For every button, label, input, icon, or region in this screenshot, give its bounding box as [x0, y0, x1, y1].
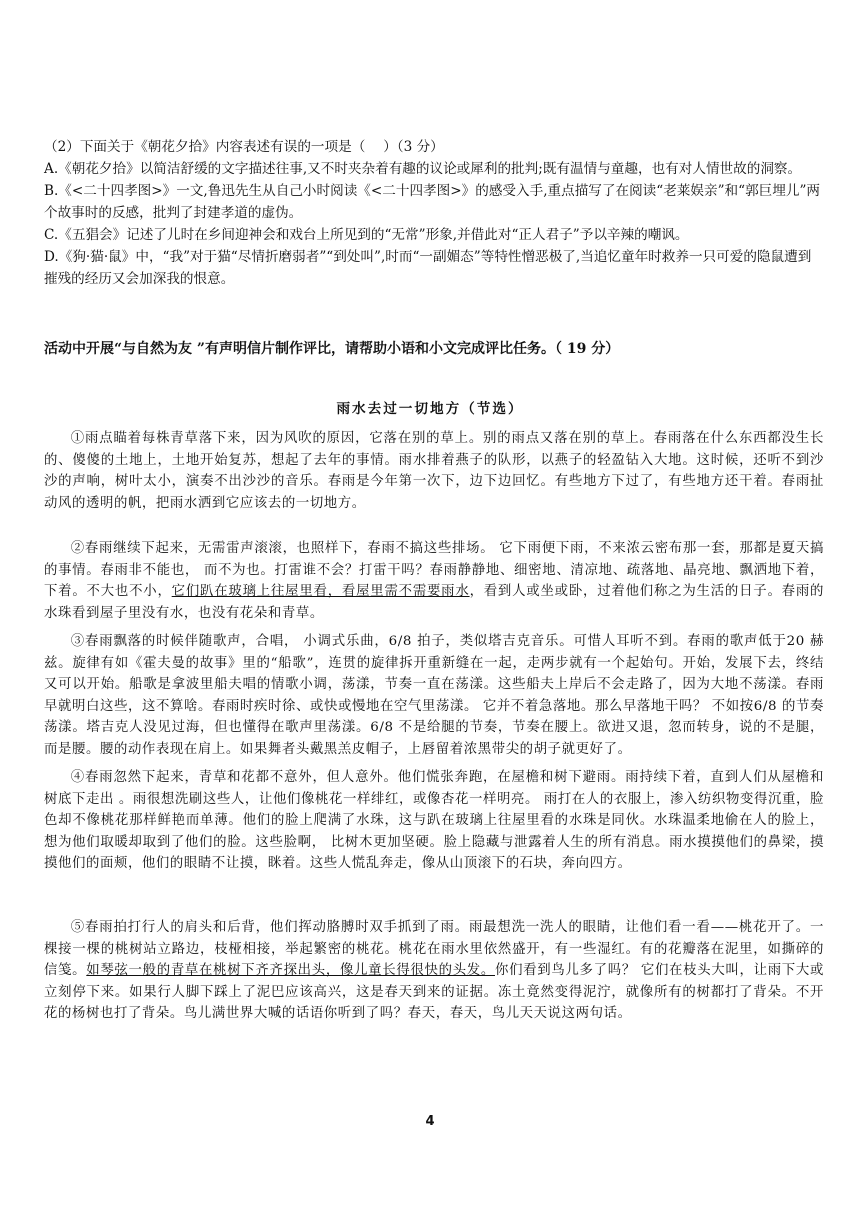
paragraph-3-text: ③春雨飘落的时候伴随歌声，合唱， 小调式乐曲，6/8 拍子，类似塔吉克音乐。可惜人耳听不到。春雨的歌声低于20 赫兹。旋律有如《霍夫曼的故事》里的“船歌”，连贯的旋律拆开重新缝在一起，走两步就有一个起始句。开始，发展下去，终结又可以开始。船歌是拿波里船夫唱的情歌小调，荡漾，节奏一直在荡漾。这些船夫上岸后不会走路了，因为大地不荡漾。春雨早就明白这些，这不算啥。春雨时疾时徐、或快或慢地在空气里荡漾。 它并不着急落地。那么早落地干吗？ 不如按6/8 的节奏荡漾。塔吉克人没见过海，但也懂得在歌声里荡漾。6/8 不是给腿的节奏，节奏在腰上。欲进又退，忽而转身，说的不是腿，而是腰。腰的动作表现在肩上。如果舞者头戴黑羔皮帽子，上唇留着浓黑带尖的胡子就更好了。: [44, 634, 824, 757]
paragraph-5: [44, 917, 824, 1025]
option-d: D.《狗·猫·鼠》中，“我”对于猫“尽情折磨弱者”“到处叫”,时而“一副媚态”等特性憎恶极了,当追忆童年时救养一只可爱的隐鼠遭到摧残的经历又会加深我的恨意。: [44, 249, 812, 287]
question-2: [44, 136, 824, 290]
passage-title: 雨水去过一切地方（节选）: [336, 401, 524, 417]
page-number: 4: [425, 1114, 435, 1129]
option-a: A.《朝花夕拾》以简洁舒缓的文字描述往事,又不时夹杂着有趣的议论或犀利的批判;既有温情与童趣，也有对人情世故的洞察。: [44, 161, 802, 177]
paragraph-1: [44, 428, 824, 514]
paragraph-2-text-end: ，看到人或坐或卧，过着他们称之为生活的日子。春雨的水珠看到屋子里没有水，也没有花朵和青草。: [44, 584, 824, 621]
paragraph-2: [44, 538, 824, 624]
paragraph-4: [44, 767, 824, 875]
paragraph-5-underlined-sentence: 如琴弦一般的青草在桃树下齐齐探出头，像儿童长得很快的头发。: [86, 963, 495, 979]
paragraph-3: [44, 631, 824, 761]
activity-instruction: 活动中开展“与自然为友 ”有声明信片制作评比，请帮助小语和小文完成评比任务。（ 19 分）: [44, 341, 620, 357]
paragraph-2-text-start: ②春雨继续下起来，无需雷声滚滚，也照样下，春雨不搞这些排场。 它下雨便下雨，不来浓云密布那一套，那都是夏天搞的事情。春雨非不能也， 而不为也。打雷谁不会？打雷干吗？春雨静静地、细密地、清凉地、疏落地、晶亮地、飘洒地下着，下着。不大也不小，: [44, 541, 824, 600]
paragraph-2-underlined-sentence: 它们趴在玻璃上往屋里看，看屋里需不需要雨水: [171, 584, 470, 600]
paragraph-5-text-end: 你们看到鸟儿多了吗？ 它们在枝头大叫，让雨下大或立刻停下来。如果行人脚下踩上了泥巴应该高兴，这是春天到来的证据。冻土竟然变得泥泞，就像所有的树都打了背朵。不开花的杨树也打了背朵。鸟儿满世界大喊的话语你听到了吗？春天，春天，鸟儿天天说这两句话。: [44, 963, 824, 1022]
paragraph-1-text: ①雨点瞄着每株青草落下来，因为风吹的原因，它落在别的草上。别的雨点又落在别的草上。春雨落在什么东西都没生长的、傻傻的土地上，土地开始复苏，想起了去年的事情。雨水排着燕子的队形，以燕子的轻盈钻入大地。这时候，还听不到沙沙的声响，树叶太小，演奏不出沙沙的音乐。春雨是今年第一次下，边下边回忆。有些地方下过了，有些地方还干着。春雨扯动风的透明的帆，把雨水洒到它应该去的一切地方。: [44, 431, 824, 511]
option-c: C.《五猖会》记述了儿时在乡间迎神会和戏台上所见到的“无常”形象,并借此对“正人君子”予以辛辣的嘲讽。: [44, 227, 689, 243]
paragraph-4-text: ④春雨忽然下起来，青草和花都不意外，但人意外。他们慌张奔跑，在屋檐和树下避雨。雨持续下着，直到人们从屋檐和树底下走出 。雨很想洗刷这些人，让他们像桃花一样绯红，或像杏花一样明亮。 雨打在人的衣服上，渗入纺织物变得沉重，脸色却不像桃花那样鲜艳而单薄。他们的脸上爬满了水珠，这与趴在玻璃上往屋里看的水珠是同伙。水珠温柔地偷在人的脸上， 想为他们取暖却取到了他们的脸。这些脸啊， 比树木更加坚硬。脸上隐藏与泄露着人生的所有消息。雨水摸摸他们的鼻梁，摸摸他们的面颊，他们的眼睛不让摸，眯着。这些人慌乱奔走，像从山顶滚下的石块，奔向四方。: [44, 770, 824, 872]
question-2-stem: （2）下面关于《朝花夕拾》内容表述有误的一项是（ ）（3 分）: [44, 139, 444, 155]
paragraph-5-text-start: ⑤春雨拍打行人的肩头和后背，他们挥动胳膊时双手抓到了雨。雨最想洗一洗人的眼睛，让他们看一看——桃花开了。一棵接一棵的桃树站立路边，枝桠相接，举起繁密的桃花。桃花在雨水里依然盛开，有一些湿红。有的花瓣落在泥里，如撕碎的信笺。: [44, 920, 824, 979]
option-b: B.《<二十四孝图>》一文,鲁迅先生从自己小时阅读《<二十四孝图>》的感受入手,重点描写了在阅读“老莱娱亲”和“郭巨埋儿”两个故事时的反感，批判了封建孝道的虚伪。: [44, 183, 820, 221]
